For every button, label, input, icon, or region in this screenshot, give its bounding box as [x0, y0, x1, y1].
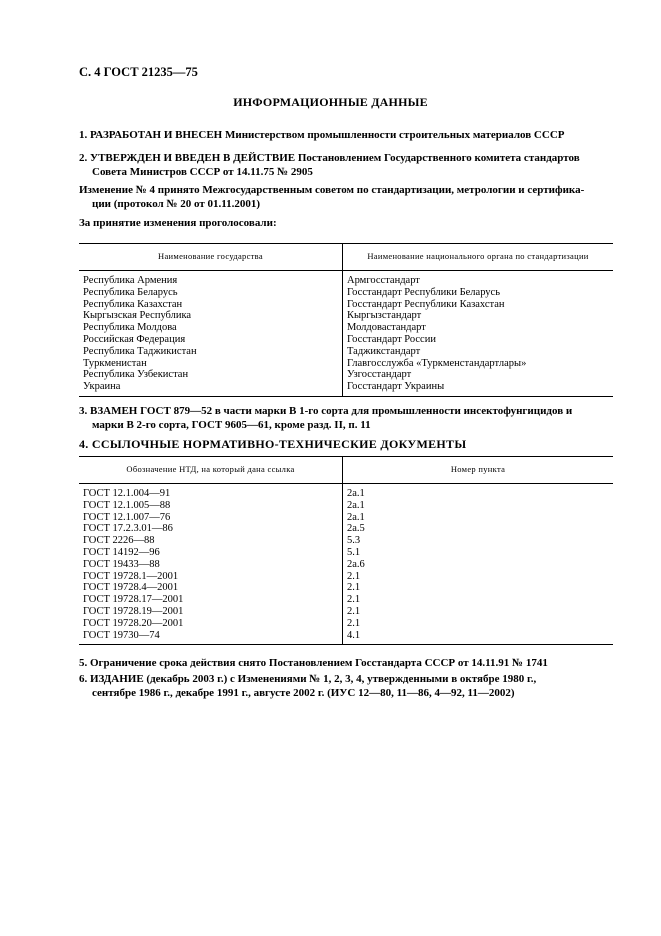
- item-3: [79, 404, 613, 432]
- states-table-row-cell: Туркменистан: [79, 358, 343, 370]
- references-table-row-cell: ГОСТ 12.1.004—91: [79, 484, 343, 500]
- references-table-row: [79, 630, 613, 645]
- states-table-row: [79, 381, 613, 396]
- references-table-row: [79, 523, 613, 535]
- states-table-row-cell: Республика Казахстан: [79, 299, 343, 311]
- references-table-row: [79, 547, 613, 559]
- states-table-row: [79, 322, 613, 334]
- states-table-header: [79, 244, 613, 271]
- item-6-num: 6.: [79, 673, 88, 685]
- item-6-line2: сентябре 1986 г., декабре 1991 г., августе 2002 г. (ИУС 12—80, 11—86, 4—92, 11—2002): [92, 687, 515, 699]
- item-1: [79, 128, 613, 142]
- states-table-row-cell: Госстандарт Республики Казахстан: [347, 298, 505, 310]
- states-table-row-cell: Кыргызстандарт: [347, 310, 422, 322]
- item-3-line2: марки В 2-го сорта, ГОСТ 9605—61, кроме разд. II, п. 11: [92, 419, 371, 431]
- item-1-bold: РАЗРАБОТАН И ВНЕСЕН: [90, 129, 223, 141]
- references-table-row: [79, 484, 613, 500]
- references-table-row-cell: ГОСТ 19433—88: [79, 559, 343, 571]
- references-table-header: [79, 457, 613, 484]
- item-6: [79, 672, 613, 700]
- item-5: 5. Ограничение срока действия снято Постановлением Госстандарта СССР от 14.11.91 № 1741: [79, 657, 548, 669]
- references-table-row-cell: ГОСТ 19728.4—2001: [79, 582, 343, 594]
- references-table-row-cell: ГОСТ 2226—88: [79, 535, 343, 547]
- references-table-row-cell: ГОСТ 19728.1—2001: [79, 571, 343, 583]
- change-note-line1: Изменение № 4 принято Межгосударственным советом по стандартизации, метрологии и сертифика-: [79, 184, 585, 196]
- item-1-num: 1.: [79, 129, 88, 141]
- references-table-row-cell: 2а.1: [347, 511, 365, 523]
- references-table-row-cell: ГОСТ 19730—74: [79, 630, 343, 645]
- item-2-line2: Совета Министров СССР от 14.11.75 № 2905: [92, 166, 313, 178]
- references-table-row-cell: 2а.6: [347, 558, 365, 570]
- states-table-row-cell: Госстандарт Республики Беларусь: [347, 286, 501, 298]
- states-table-row: [79, 346, 613, 358]
- references-table-row-cell: 2а.5: [347, 523, 365, 535]
- states-header-col1: Наименование государства: [79, 244, 343, 271]
- references-table-row: [79, 594, 613, 606]
- references-table-row: [79, 618, 613, 630]
- states-table-row-cell: Республика Узбекистан: [79, 369, 343, 381]
- references-table-row-cell: ГОСТ 19728.20—2001: [79, 618, 343, 630]
- states-table-row: [79, 299, 613, 311]
- references-table-row-cell: ГОСТ 19728.17—2001: [79, 594, 343, 606]
- item-2-bold: УТВЕРЖДЕН И ВВЕДЕН В ДЕЙСТВИЕ: [90, 152, 296, 164]
- states-table-row-cell: Главгосслужба «Туркменстандартлары»: [347, 357, 527, 369]
- references-table-row-cell: ГОСТ 17.2.3.01—86: [79, 523, 343, 535]
- references-table-row-cell: 2а.1: [347, 488, 365, 499]
- states-table-row-cell: Армгосстандарт: [347, 275, 420, 286]
- references-table-row-cell: ГОСТ 19728.19—2001: [79, 606, 343, 618]
- references-header-col2: Номер пункта: [343, 457, 614, 484]
- references-table-row-cell: 5.3: [347, 535, 361, 547]
- states-table-row-cell: Кыргызская Республика: [79, 310, 343, 322]
- item-3-bold: ВЗАМЕН: [90, 405, 138, 417]
- item-2-num: 2.: [79, 152, 88, 164]
- states-table-row: [79, 287, 613, 299]
- references-table-row: [79, 571, 613, 583]
- states-table-row-cell: Российская Федерация: [79, 334, 343, 346]
- references-table-row-cell: ГОСТ 14192—96: [79, 547, 343, 559]
- item-6-line1: (декабрь 2003 г.) с Изменениями № 1, 2, 3, 4, утвержденными в октябре 1980 г.,: [146, 673, 537, 685]
- references-table-row: [79, 559, 613, 571]
- references-header-col1: Обозначение НТД, на который дана ссылка: [79, 457, 343, 484]
- page-title: ИНФОРМАЦИОННЫЕ ДАННЫЕ: [233, 95, 428, 109]
- references-table-row-cell: 2.1: [347, 582, 361, 594]
- references-table-row-cell: 2.1: [347, 605, 361, 617]
- item-3-rest: ГОСТ 879—52 в части марки В 1-го сорта для промышленности инсектофунгицидов и: [140, 405, 573, 417]
- references-table-row: [79, 606, 613, 618]
- states-table-row: [79, 271, 613, 287]
- states-header-col2: Наименование национального органа по стандартизации: [343, 244, 614, 271]
- item-3-num: 3.: [79, 405, 88, 417]
- change-note-line2: ции (протокол № 20 от 01.11.2001): [92, 198, 261, 210]
- item-1-rest: Министерством промышленности строительных материалов СССР: [224, 129, 565, 141]
- voted-caption: За принятие изменения проголосовали:: [79, 217, 277, 229]
- states-table-row: [79, 369, 613, 381]
- references-table-row-cell: 4.1: [343, 630, 614, 645]
- references-table-row-cell: 2а.1: [347, 499, 365, 511]
- states-table-row-cell: Республика Таджикистан: [79, 346, 343, 358]
- item-2-rest: Постановлением Государственного комитета стандартов: [297, 152, 580, 164]
- references-table-row-cell: ГОСТ 12.1.005—88: [79, 500, 343, 512]
- references-table-row-cell: 2.1: [347, 594, 361, 606]
- references-table-row-cell: 2.1: [347, 570, 361, 582]
- references-table-row: [79, 582, 613, 594]
- states-table-row-cell: Республика Молдова: [79, 322, 343, 334]
- change-note: [79, 183, 613, 211]
- item-6-bold: ИЗДАНИЕ: [90, 673, 144, 685]
- states-table-row: [79, 334, 613, 346]
- states-table-row-cell: Украина: [79, 381, 343, 396]
- references-table-row-cell: 2.1: [347, 617, 361, 629]
- references-table-row-cell: ГОСТ 12.1.007—76: [79, 512, 343, 524]
- states-table-row-cell: Госстандарт России: [347, 333, 436, 345]
- page-header: С. 4 ГОСТ 21235—75: [79, 65, 198, 79]
- states-table-row-cell: Узгосстандарт: [347, 369, 412, 381]
- states-table-row-cell: Республика Армения: [79, 271, 343, 287]
- states-table-row: [79, 310, 613, 322]
- states-table-row: [79, 358, 613, 370]
- references-table-row-cell: 5.1: [347, 546, 361, 558]
- states-table-row-cell: Госстандарт Украины: [343, 381, 614, 396]
- references-table-row: [79, 500, 613, 512]
- states-table-row-cell: Молдовастандарт: [347, 322, 426, 334]
- states-table: [79, 243, 613, 397]
- item-4-heading: 4. ССЫЛОЧНЫЕ НОРМАТИВНО-ТЕХНИЧЕСКИЕ ДОКУМЕНТЫ: [79, 437, 467, 451]
- references-table: [79, 456, 613, 645]
- item-2: [79, 151, 613, 179]
- states-table-row-cell: Таджикстандарт: [347, 345, 421, 357]
- references-table-row: [79, 535, 613, 547]
- references-table-row: [79, 512, 613, 524]
- states-table-row-cell: Республика Беларусь: [79, 287, 343, 299]
